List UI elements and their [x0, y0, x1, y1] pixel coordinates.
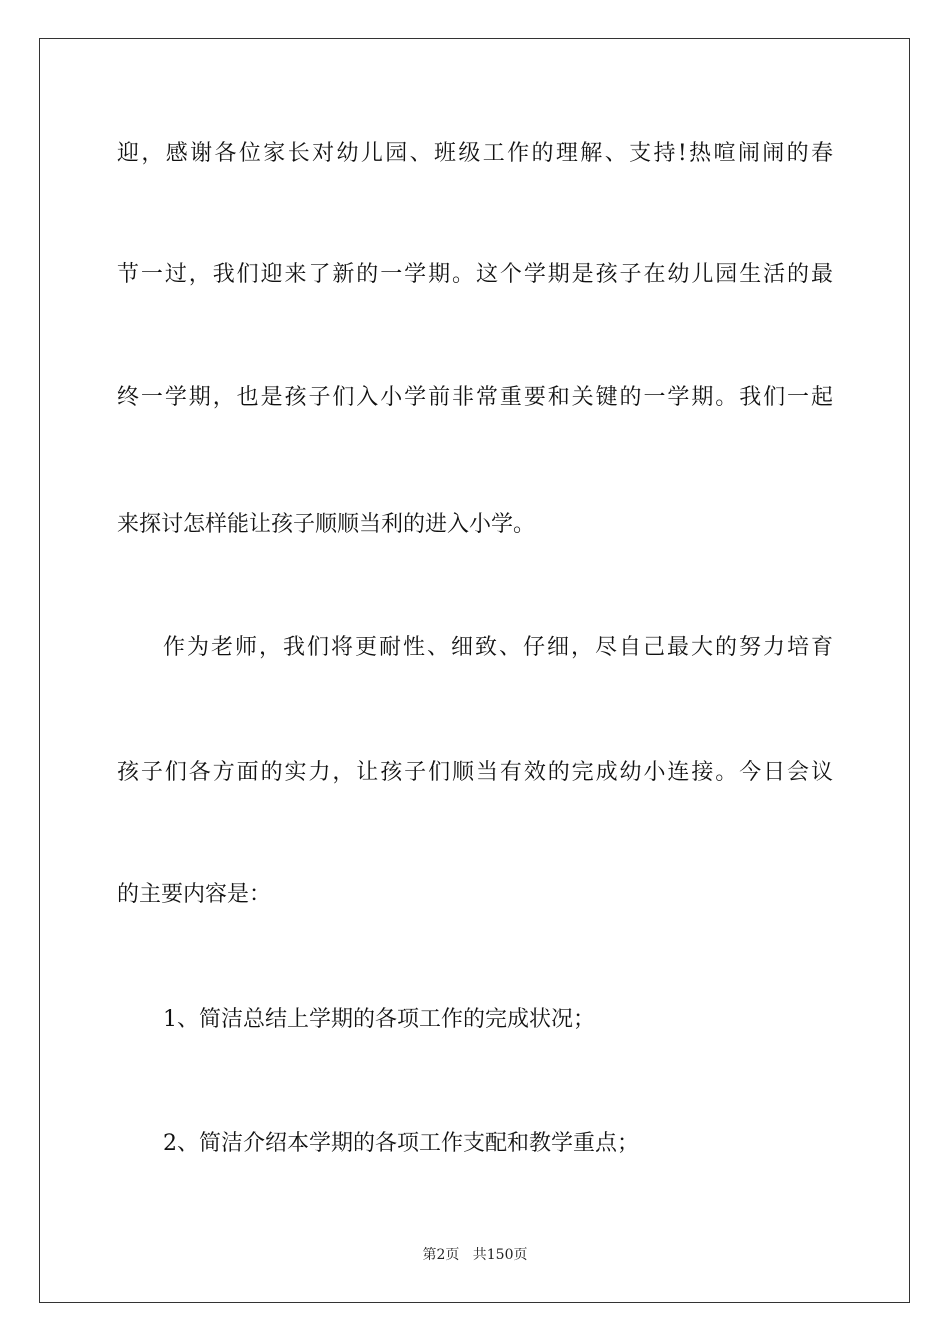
list-item-2: 2、简洁介绍本学期的各项工作支配和教学重点； — [163, 1131, 639, 1156]
text-line-6: 孩子们各方面的实力，让孩子们顺当有效的完成幼小连接。今日会议 — [117, 760, 833, 785]
page-total: 共150页 — [472, 1247, 528, 1263]
text-line-7: 的主要内容是： — [117, 882, 272, 907]
text-line-5: 作为老师，我们将更耐性、细致、仔细，尽自己最大的努力培育 — [163, 635, 833, 660]
text-line-4: 来探讨怎样能让孩子顺顺当利的进入小学。 — [117, 512, 536, 537]
page-number: 第2页 — [422, 1247, 460, 1263]
page-border — [39, 38, 910, 1303]
page-footer — [0, 1245, 950, 1265]
text-line-1: 迎，感谢各位家长对幼儿园、班级工作的理解、支持!热喧闹闹的春 — [117, 141, 833, 166]
text-line-2: 节一过，我们迎来了新的一学期。这个学期是孩子在幼儿园生活的最 — [117, 262, 833, 287]
text-line-3: 终一学期，也是孩子们入小学前非常重要和关键的一学期。我们一起 — [117, 385, 833, 410]
list-item-1: 1、简洁总结上学期的各项工作的完成状况； — [163, 1007, 595, 1032]
